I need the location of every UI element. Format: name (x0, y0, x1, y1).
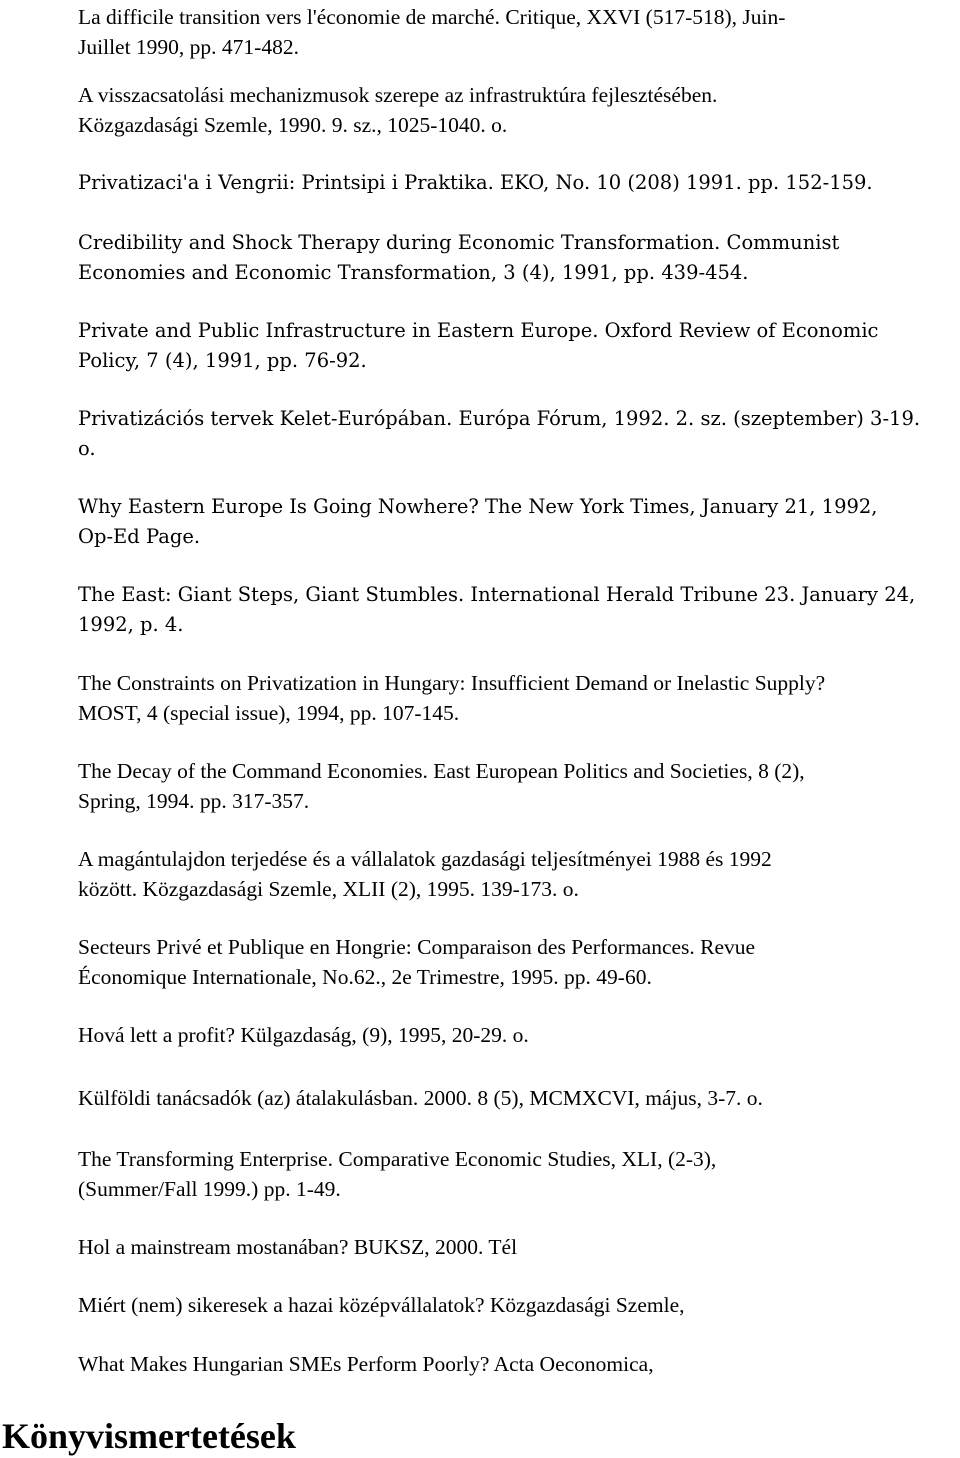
entry-line: The East: Giant Steps, Giant Stumbles. International Herald Tribune 23. January 24, (78, 583, 916, 606)
entry-line: Privatizaci'a i Vengrii: Printsipi i Praktika. EKO, No. 10 (208) 1991. pp. 152-159. (78, 171, 873, 194)
entry-line: Külföldi tanácsadók (az) átalakulásban. 2000. 8 (5), MCMXCVI, május, 3-7. o. (78, 1086, 763, 1110)
entry-line: Juillet 1990, pp. 471-482. (78, 35, 299, 59)
entry-line: The Constraints on Privatization in Hungary: Insufficient Demand or Inelastic Supply? (78, 671, 826, 695)
entry-line: Hol a mainstream mostanában? BUKSZ, 2000. Tél (78, 1235, 518, 1259)
entry-line: Secteurs Privé et Publique en Hongrie: Comparaison des Performances. Revue (78, 935, 756, 959)
entry-line: Economies and Economic Transformation, 3 (4), 1991, pp. 439-454. (78, 261, 749, 284)
entry-line: Közgazdasági Szemle, 1990. 9. sz., 1025-1040. o. (78, 113, 508, 137)
entry-line: What Makes Hungarian SMEs Perform Poorly? Acta Oeconomica, (78, 1352, 654, 1376)
entry-line: Credibility and Shock Therapy during Economic Transformation. Communist (78, 231, 840, 254)
entry-line: 1992, p. 4. (78, 613, 184, 636)
entry-line: o. (78, 437, 96, 460)
entry-line: The Decay of the Command Economies. East European Politics and Societies, 8 (2), (78, 759, 805, 783)
entry-line: Spring, 1994. pp. 317-357. (78, 789, 310, 813)
entry-line: La difficile transition vers l'économie de marché. Critique, XXVI (517-518), Juin- (78, 5, 786, 29)
entry-line: Policy, 7 (4), 1991, pp. 76-92. (78, 349, 367, 372)
entry-line: Économique Internationale, No.62., 2e Trimestre, 1995. pp. 49-60. (78, 965, 652, 989)
entry-line: Private and Public Infrastructure in Eastern Europe. Oxford Review of Economic (78, 319, 879, 342)
entry-line: Hová lett a profit? Külgazdaság, (9), 1995, 20-29. o. (78, 1023, 529, 1047)
section-heading: Könyvismertetések (2, 1416, 296, 1456)
entry-line: MOST, 4 (special issue), 1994, pp. 107-145. (78, 701, 460, 725)
entry-line: (Summer/Fall 1999.) pp. 1-49. (78, 1177, 341, 1201)
entry-line: Op-Ed Page. (78, 525, 201, 548)
entry-line: között. Közgazdasági Szemle, XLII (2), 1995. 139-173. o. (78, 877, 579, 901)
entry-line: A magántulajdon terjedése és a vállalatok gazdasági teljesítményei 1988 és 1992 (78, 847, 772, 871)
entry-line: The Transforming Enterprise. Comparative Economic Studies, XLI, (2-3), (78, 1147, 717, 1171)
entry-line: Why Eastern Europe Is Going Nowhere? The New York Times, January 21, 1992, (78, 495, 878, 518)
entry-line: Miért (nem) sikeresek a hazai középvállalatok? Közgazdasági Szemle, (78, 1293, 685, 1317)
entry-line: Privatizációs tervek Kelet-Európában. Európa Fórum, 1992. 2. sz. (szeptember) 3-19. (78, 407, 921, 430)
entry-line: A visszacsatolási mechanizmusok szerepe az infrastruktúra fejlesztésében. (78, 83, 718, 107)
